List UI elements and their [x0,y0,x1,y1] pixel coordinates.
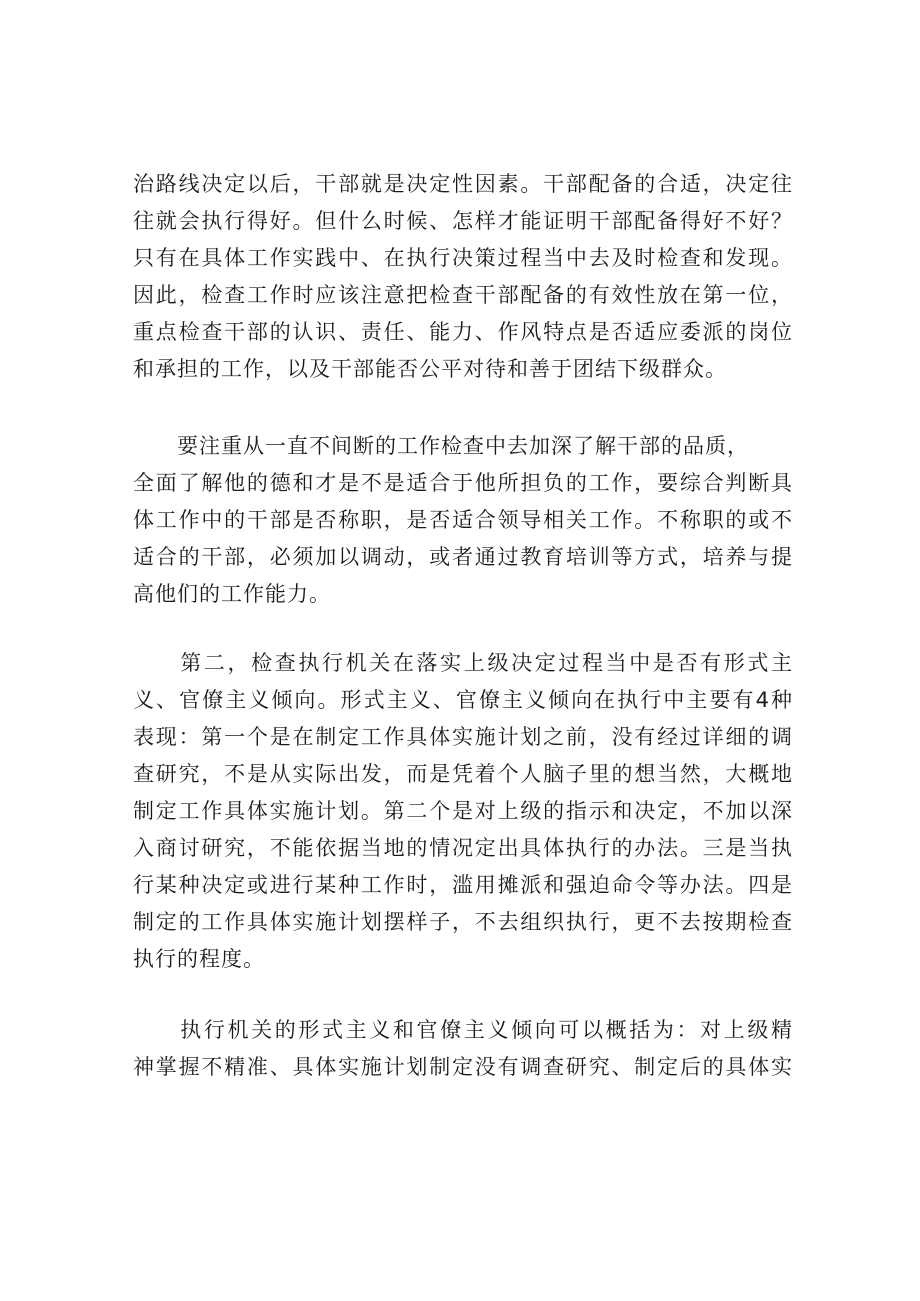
paragraph-line: 神掌握不精准、具体实施计划制定没有调查研究、制定后的具体实 [133,1055,793,1079]
paragraph-3 [133,645,793,978]
paragraph-line: 只有在具体工作实践中、在执行决策过程当中去及时检查和发现。 [133,246,793,270]
paragraph-line: 全面了解他的德和才是不是适合于他所担负的工作，要综合判断具 [133,471,793,495]
paragraph-2 [133,428,793,613]
paragraph-line: 执行的程度。 [133,947,265,971]
paragraph-line: 制定的工作具体实施计划摆样子，不去组织执行，更不去按期检查 [133,910,793,934]
paragraph-line: 第二，检查执行机关在落实上级决定过程当中是否有形式主 [133,651,793,675]
paragraph-line: 因此，检查工作时应该注意把检查干部配备的有效性放在第一位， [133,283,793,307]
paragraph-line: 查研究，不是从实际出发，而是凭着个人脑子里的想当然，大概地 [133,762,793,786]
paragraph-line: 入商讨研究，不能依据当地的情况定出具体执行的办法。三是当执 [133,836,793,860]
paragraph-line: 义、官僚主义倾向。形式主义、官僚主义倾向在执行中主要有4种 [133,688,793,712]
paragraph-line: 适合的干部，必须加以调动，或者通过教育培训等方式，培养与提 [133,545,793,569]
paragraph-line: 体工作中的干部是否称职，是否适合领导相关工作。不称职的或不 [133,508,793,532]
paragraph-1 [133,166,793,388]
paragraph-line: 表现：第一个是在制定工作具体实施计划之前，没有经过详细的调 [133,725,793,749]
paragraph-line: 和承担的工作，以及干部能否公平对待和善于团结下级群众。 [133,357,727,381]
paragraph-line: 重点检查干部的认识、责任、能力、作风特点是否适应委派的岗位 [133,320,793,344]
paragraph-line: 执行机关的形式主义和官僚主义倾向可以概括为：对上级精 [133,1018,793,1042]
paragraph-line: 行某种决定或进行某种工作时，滥用摊派和强迫命令等办法。四是 [133,873,793,897]
paragraph-line: 治路线决定以后，干部就是决定性因素。干部配备的合适，决定往 [133,172,793,196]
paragraph-line: 要注重从一直不间断的工作检查中去加深了解干部的品质， [133,434,749,458]
paragraph-4 [133,1012,793,1086]
paragraph-line: 往就会执行得好。但什么时候、怎样才能证明干部配备得好不好？ [133,209,793,233]
paragraph-line: 制定工作具体实施计划。第二个是对上级的指示和决定，不加以深 [133,799,793,823]
paragraph-line: 高他们的工作能力。 [133,582,331,606]
